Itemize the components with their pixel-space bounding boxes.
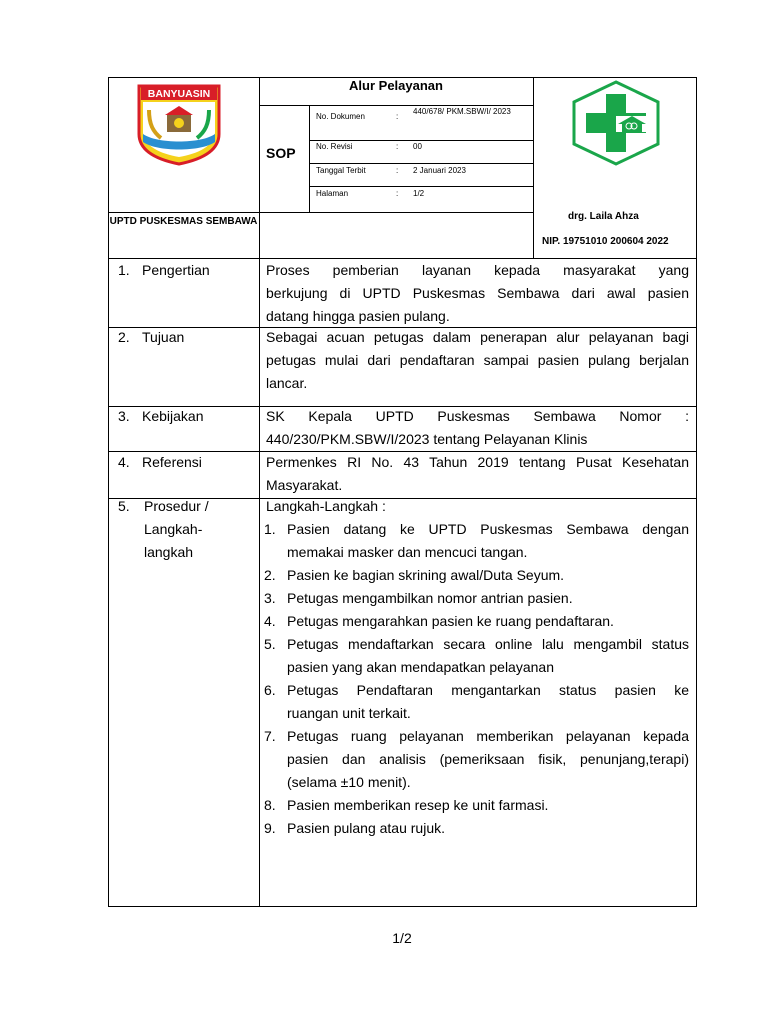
list-item	[264, 794, 689, 817]
label-line: Prosedur /	[144, 498, 209, 514]
list-item	[264, 610, 689, 633]
unit-name: UPTD PUSKESMAS SEMBAWA	[109, 216, 258, 227]
content-line: 440/230/PKM.SBW/I/2023 tentang Pelayanan Klinis	[266, 431, 588, 447]
section-num-4: 4.	[118, 454, 130, 470]
step-line: Petugas mendaftarkan secara online lalu mengambil status	[287, 636, 689, 652]
section-content-2	[266, 326, 689, 395]
content-line: SK Kepala UPTD Puskesmas Sembawa Nomor :	[266, 408, 689, 424]
step-number: 7.	[264, 728, 276, 744]
section-label-5	[144, 495, 209, 564]
table-border-left	[108, 77, 109, 907]
section-content-3	[266, 405, 689, 451]
step-line: (selama ±10 menit).	[287, 774, 411, 790]
signer-name: drg. Laila Ahza	[568, 211, 639, 222]
procedure-intro: Langkah-Langkah :	[266, 498, 386, 514]
section-content-4	[266, 451, 689, 497]
meta-value-revisi: 00	[413, 142, 422, 151]
section-label-4: Referensi	[142, 454, 202, 470]
meta-value-halaman: 1/2	[413, 189, 425, 198]
step-line: Pasien pulang atau rujuk.	[287, 820, 445, 836]
step-number: 4.	[264, 613, 276, 629]
meta-label-halaman: Halaman	[316, 189, 349, 198]
table-col-divider-1	[259, 77, 260, 907]
page-number: 1/2	[392, 930, 412, 946]
content-line: petugas mulai dari pendaftaran sampai pasien pulang berjalan	[266, 352, 689, 368]
section-label-1: Pengertian	[142, 262, 210, 278]
list-item	[264, 679, 689, 725]
page-title: Alur Pelayanan	[349, 78, 443, 93]
label-line: Langkah-	[144, 521, 203, 537]
step-number: 8.	[264, 797, 276, 813]
section-content-1	[266, 259, 689, 328]
meta-colon-revisi: :	[396, 142, 399, 151]
meta-label-tanggal: Tanggal Terbit	[316, 166, 366, 175]
label-line: langkah	[144, 544, 194, 560]
table-col-divider-2	[533, 77, 534, 258]
emblem-text: BANYUASIN	[147, 88, 211, 100]
section-label-2: Tujuan	[142, 329, 185, 345]
step-number: 2.	[264, 567, 276, 583]
section-num-5: 5.	[118, 498, 130, 514]
step-line: pasien dan analisis (pemeriksaan fisik, penunjang,terapi)	[287, 751, 689, 767]
banyuasin-emblem	[137, 84, 221, 166]
content-line: Permenkes RI No. 43 Tahun 2019 tentang Pusat Kesehatan	[266, 454, 689, 470]
content-line: berkujung di UPTD Puskesmas Sembawa dari awal pasien	[266, 285, 689, 301]
meta-colon-doc: :	[396, 112, 399, 121]
step-line: Petugas mengarahkan pasien ke ruang pendaftaran.	[287, 613, 614, 629]
section-num-2: 2.	[118, 329, 130, 345]
puskesmas-logo	[570, 80, 662, 166]
meta-label-doc: No. Dokumen	[316, 112, 365, 121]
meta-value-doc: 440/678/ PKM.SBW/I/ 2023	[413, 107, 511, 116]
meta-colon-halaman: :	[396, 189, 399, 198]
list-item	[264, 725, 689, 794]
step-line: Petugas mengambilkan nomor antrian pasien.	[287, 590, 573, 606]
content-line: lancar.	[266, 375, 308, 391]
step-number: 3.	[264, 590, 276, 606]
step-line: Pasien ke bagian skrining awal/Duta Seyum.	[287, 567, 565, 583]
step-line: memakai masker dan mencuci tangan.	[287, 544, 528, 560]
step-line: Petugas Pendaftaran mengantarkan status pasien ke	[287, 682, 689, 698]
list-item	[264, 518, 689, 564]
meta-row-line-2	[309, 163, 533, 164]
meta-colon-tanggal: :	[396, 166, 399, 175]
header-row-line	[108, 212, 533, 213]
content-line: datang hingga pasien pulang.	[266, 308, 450, 324]
step-line: pasien yang akan mendapatkan pelayanan	[287, 659, 554, 675]
step-number: 1.	[264, 521, 276, 537]
step-line: Petugas ruang pelayanan memberikan pelayanan kepada	[287, 728, 689, 744]
section-num-3: 3.	[118, 408, 130, 424]
content-line: Proses pemberian layanan kepada masyarakat yang	[266, 262, 689, 278]
step-line: Pasien memberikan resep ke unit farmasi.	[287, 797, 549, 813]
procedure-steps	[264, 518, 689, 840]
step-line: ruangan unit terkait.	[287, 705, 411, 721]
list-item	[264, 587, 689, 610]
list-item	[264, 564, 689, 587]
step-number: 5.	[264, 636, 276, 652]
meta-label-revisi: No. Revisi	[316, 142, 353, 151]
meta-row-line-3	[309, 186, 533, 187]
list-item	[264, 817, 689, 840]
list-item	[264, 633, 689, 679]
content-line: Masyarakat.	[266, 477, 343, 493]
section-num-1: 1.	[118, 262, 130, 278]
sop-label: SOP	[266, 145, 296, 161]
meta-value-tanggal: 2 Januari 2023	[413, 166, 466, 175]
table-border-bottom	[108, 906, 697, 907]
signer-nip: NIP. 19751010 200604 2022	[542, 236, 669, 247]
step-line: Pasien datang ke UPTD Puskesmas Sembawa dengan	[287, 521, 689, 537]
step-number: 9.	[264, 820, 276, 836]
content-line: Sebagai acuan petugas dalam penerapan alur pelayanan bagi	[266, 329, 689, 345]
table-border-right	[696, 77, 697, 907]
meta-row-line-1	[309, 140, 533, 141]
step-number: 6.	[264, 682, 276, 698]
section-label-3: Kebijakan	[142, 408, 204, 424]
sop-col-divider	[309, 105, 310, 212]
